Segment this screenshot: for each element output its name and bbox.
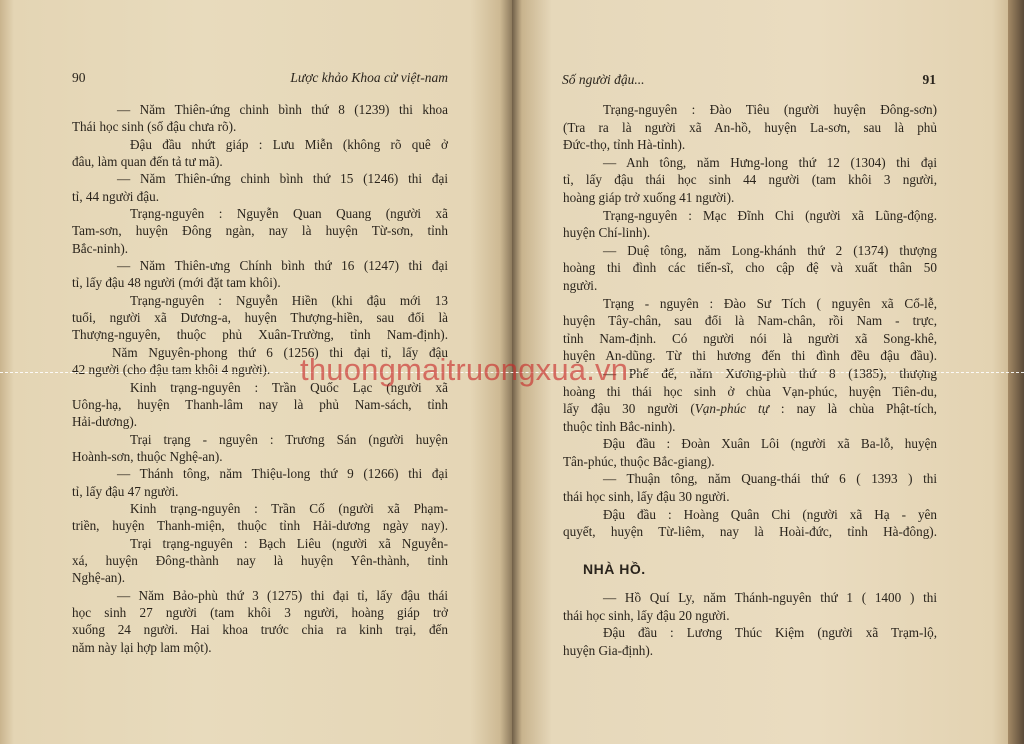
left-running-title: Lược khảo Khoa cử việt-nam [290, 70, 448, 85]
text-line: hoàng giáp trở xuống 41 người). [563, 189, 735, 205]
text-line: Bắc-ninh). [72, 240, 129, 256]
text-line: Trạng - nguyên : Đào Sư Tích ( nguyên xã Cổ-lễ, [603, 295, 937, 311]
text-line: xá, huyện Đông-thành nay là huyện Yên-thành, tỉnh [72, 552, 448, 568]
text-line: 42 người (cho đậu tam khôi 4 người). [72, 362, 271, 378]
text-line: Đậu đầu : Đoàn Xuân Lôi (người xã Ba-lỗ, huyện [603, 436, 937, 452]
text-line: — Anh tông, năm Hưng-long thứ 12 (1304) thi đại [603, 154, 937, 170]
right-page-section-text [563, 589, 937, 659]
text-line: Năm Nguyên-phong thứ 6 (1256) thi đại tỉ, lấy đậu [112, 344, 448, 360]
text-line: Kinh trạng-nguyên : Trần Cố (người xã Phạm- [130, 500, 448, 516]
right-running-title: Số người đậu... [562, 72, 645, 87]
text-line: Trại trạng-nguyên : Bạch Liêu (người xã Nguyễn- [130, 535, 448, 551]
watermark: thuongmaitruongxua.vn [300, 352, 629, 387]
text-line: Trạng-nguyên : Đào Tiêu (người huyện Đông-sơn) [603, 102, 937, 117]
text-line: thuộc tỉnh Bắc-ninh). [563, 418, 676, 434]
text-line: Tam-sơn, huyện Đông ngàn, nay là huyện Từ-sơn, tỉnh [72, 223, 448, 239]
text-line: huyện Tây-chân, sau đổi là Nam-chân, rồi Nam - trực, [563, 313, 937, 329]
text-line: quyết, huyện Từ-liêm, nay là Hoài-đức, tỉnh Hà-đông). [563, 524, 937, 540]
text-line: tỉ, lấy đậu 48 người (mới đặt tam khôi). [72, 275, 281, 291]
text-line: — Phế đế, năm Xương-phù thứ 8 (1385), thượng [603, 365, 937, 381]
text-line: xuống 24 người. Hai khoa trước chia ra kinh trại, đến [72, 622, 448, 638]
text-line: tỉnh Nam-định. Có người nói là người xã Song-khê, [563, 330, 937, 346]
text-line: Nghệ-an). [72, 570, 126, 586]
left-page-number: 90 [72, 70, 86, 85]
text-line: thái học sinh, lấy đậu 20 người. [563, 607, 730, 623]
text-line: (Tra ra là người xã An-hồ, huyện La-sơn, sau là phủ [563, 119, 937, 135]
text-line: lấy đậu 30 người (Vạn-phúc tự : nay là chùa Phật-tích, [563, 401, 937, 417]
text-line: huyện Gia-định). [563, 642, 654, 658]
italic-term: Vạn-phúc tự [694, 401, 769, 417]
text-line: huyện Chí-linh). [563, 225, 651, 241]
text-line: huyện An-dũng. Từ thi hương đến thi đình đều đậu đầu). [563, 348, 937, 364]
text-line: thái học sinh, lấy đậu 30 người. [563, 489, 730, 505]
text-line: tỉ, lấy đậu 47 người. [72, 483, 179, 499]
text-line: tỉ, lấy đậu thái học sinh 44 người (tam khôi 3 người, [563, 172, 937, 188]
text-line: Thái học sinh (số đậu chưa rõ). [72, 119, 237, 135]
text-line: Trạng-nguyên : Nguyễn Hiền (khi đậu mới 13 [130, 292, 448, 308]
text-line: Trại trạng - nguyên : Trương Sán (người huyện [130, 431, 448, 447]
text-line: đâu, làm quan đến tả tư mã). [72, 154, 223, 170]
text-line: tuổi, người xã Dương-a, huyện Thượng-hiền, sau đổi là [72, 310, 448, 326]
text-line: — Năm Thiên-ứng chinh bình thứ 8 (1239) thi khoa [117, 102, 448, 117]
text-line: tỉ, 44 người đậu. [72, 188, 160, 204]
section-heading: NHÀ HỒ. [583, 561, 646, 577]
text-line: Trạng-nguyên : Mạc Đĩnh Chi (người xã Lũng-động. [603, 207, 937, 223]
text-line: năm này lại hợp lam một). [72, 639, 212, 655]
text-line: Đậu đầu : Lương Thúc Kiệm (người xã Trạm-lộ, [603, 625, 937, 641]
text-line: hoàng thi thái học sinh ở chùa Vạn-phúc, huyện Tiên-du, [563, 383, 937, 399]
text-line: hoàng thi đình các tiến-sĩ, cho cập đệ và xuất thân 50 [563, 260, 937, 276]
text-line: — Thánh tông, năm Thiệu-long thứ 9 (1266) thi đại [117, 466, 448, 482]
text-line: — Năm Thiên-ứng chinh bình thứ 15 (1246) thi đại [117, 171, 448, 187]
text-line: — Thuận tông, năm Quang-thái thứ 6 ( 1393 ) thi [603, 471, 937, 487]
text-line: Kinh trạng-nguyên : Trần Quốc Lạc (người xã [130, 379, 448, 395]
text-line: Đậu đầu nhứt giáp : Lưu Miễn (không rõ quê ở [130, 136, 448, 152]
text-line: Tân-phúc, thuộc Bắc-giang). [563, 453, 715, 469]
text-line: Trạng-nguyên : Nguyễn Quan Quang (người xã [130, 206, 448, 222]
text-line: Đức-thọ, tỉnh Hà-tỉnh). [563, 137, 686, 153]
text-line: người. [563, 277, 598, 293]
right-page-text [563, 101, 937, 541]
text-line: — Năm Thiên-ưng Chính bình thứ 16 (1247) thi đại [117, 258, 448, 274]
text-line: triền, huyện Thanh-miện, thuộc tỉnh Hải-dương ngày nay). [72, 518, 448, 534]
text-line: — Hồ Quí Ly, năm Thánh-nguyên thứ 1 ( 1400 ) thi [603, 590, 937, 605]
text-line: Uông-hạ, huyện Thanh-lâm nay là phủ Nam-sách, tỉnh [72, 396, 448, 412]
text-line: Hải-dương). [72, 414, 138, 430]
text-line: học sinh 27 người (tam khôi 3 người, hoàng giáp trở [72, 604, 448, 620]
text-line: Hoành-sơn, thuộc Nghệ-an). [72, 448, 223, 464]
text-line: — Năm Bảo-phù thứ 3 (1275) thi đại tỉ, lấy đậu thái [117, 587, 448, 603]
text-line: — Duệ tông, năm Long-khánh thứ 2 (1374) thượng [603, 242, 937, 258]
text-line: Thượng-nguyên, thuộc phủ Xuân-Trường, tỉnh Nam-định). [72, 327, 448, 343]
text-line: Đậu đầu : Hoàng Quân Chi (người xã Hạ - yên [603, 506, 937, 522]
right-page-number: 91 [922, 72, 936, 87]
